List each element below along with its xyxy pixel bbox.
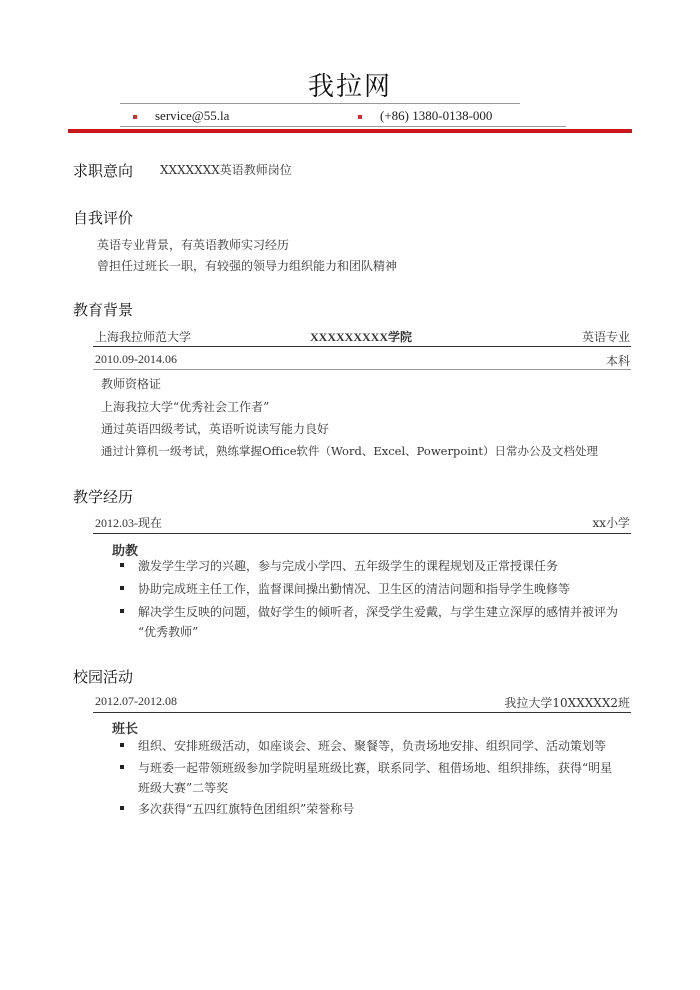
email-text: service@55.la (155, 108, 230, 123)
teaching-org: xx小学 (592, 516, 630, 530)
section-title-campus: 校园活动 (73, 668, 134, 686)
self-eval-line: 曾担任过班长一职，有较强的领导力组织能力和团队精神 (97, 259, 398, 273)
section-title-education: 教育背景 (73, 301, 134, 319)
contact-divider-bottom (120, 126, 566, 127)
square-bullet-icon (133, 115, 137, 119)
header-accent-bar (68, 129, 632, 133)
bullet-icon (120, 586, 124, 590)
bullet-text: 与班委一起带领班级参加学院明星班级比赛，联系同学、租借场地、组织排练，获得“明星 (138, 761, 613, 775)
teaching-period: 2012.03-现在 (95, 516, 162, 530)
education-divider (93, 346, 631, 347)
school-name: 上海我拉师范大学 (95, 330, 192, 344)
education-item: 上海我拉大学“优秀社会工作者” (101, 400, 270, 414)
campus-divider (93, 712, 631, 713)
contact-divider-top (120, 103, 520, 104)
campus-period: 2012.07-2012.08 (95, 694, 177, 708)
bullet-icon (120, 765, 124, 769)
teaching-divider (93, 533, 631, 534)
section-title-job-intent: 求职意向 (73, 162, 134, 180)
education-degree: 本科 (605, 354, 630, 368)
education-item: 教师资格证 (101, 377, 162, 391)
bullet-text: 解决学生反映的问题，做好学生的倾听者，深受学生爱戴，与学生建立深厚的感情并被评为 (138, 605, 619, 619)
bullet-continuation: 班级大赛”二等奖 (138, 781, 229, 795)
bullet-icon (120, 609, 124, 613)
self-eval-line: 英语专业背景，有英语教师实习经历 (97, 238, 290, 252)
bullet-text: 组织、安排班级活动，如座谈会、班会、聚餐等，负责场地安排、组织同学、活动策划等 (138, 739, 607, 753)
bullet-icon (120, 806, 124, 810)
square-bullet-icon (358, 115, 362, 119)
job-intent-value: XXXXXXX英语教师岗位 (160, 163, 292, 177)
campus-role: 班长 (112, 722, 139, 737)
college-name: XXXXXXXXX学院 (310, 330, 412, 344)
contact-email (133, 108, 229, 124)
education-item: 通过计算机一级考试，熟练掌握Office软件（Word、Excel、Powerpoint）日常办公及文档处理 (101, 444, 598, 458)
bullet-text: 激发学生学习的兴趣，参与完成小学四、五年级学生的课程规划及正常授课任务 (138, 559, 559, 573)
major-name: 英语专业 (581, 330, 630, 344)
resume-name: 我拉网 (307, 72, 392, 102)
campus-org: 我拉大学10XXXXX2班 (504, 696, 630, 710)
bullet-text: 多次获得“五四红旗特色团组织”荣誉称号 (138, 802, 355, 816)
bullet-icon (120, 743, 124, 747)
contact-phone (358, 108, 492, 124)
education-divider-2 (93, 369, 631, 370)
section-title-self-eval: 自我评价 (73, 209, 134, 227)
bullet-icon (120, 563, 124, 567)
education-period: 2010.09-2014.06 (95, 352, 177, 366)
education-item: 通过英语四级考试，英语听说读写能力良好 (101, 422, 330, 436)
section-title-teaching: 教学经历 (73, 488, 134, 506)
bullet-text: 协助完成班主任工作，监督课间操出勤情况、卫生区的清洁问题和指导学生晚修等 (138, 582, 571, 596)
teaching-role: 助教 (112, 544, 139, 559)
phone-text: (+86) 1380-0138-000 (380, 108, 493, 123)
bullet-continuation: “优秀教师” (138, 625, 199, 639)
